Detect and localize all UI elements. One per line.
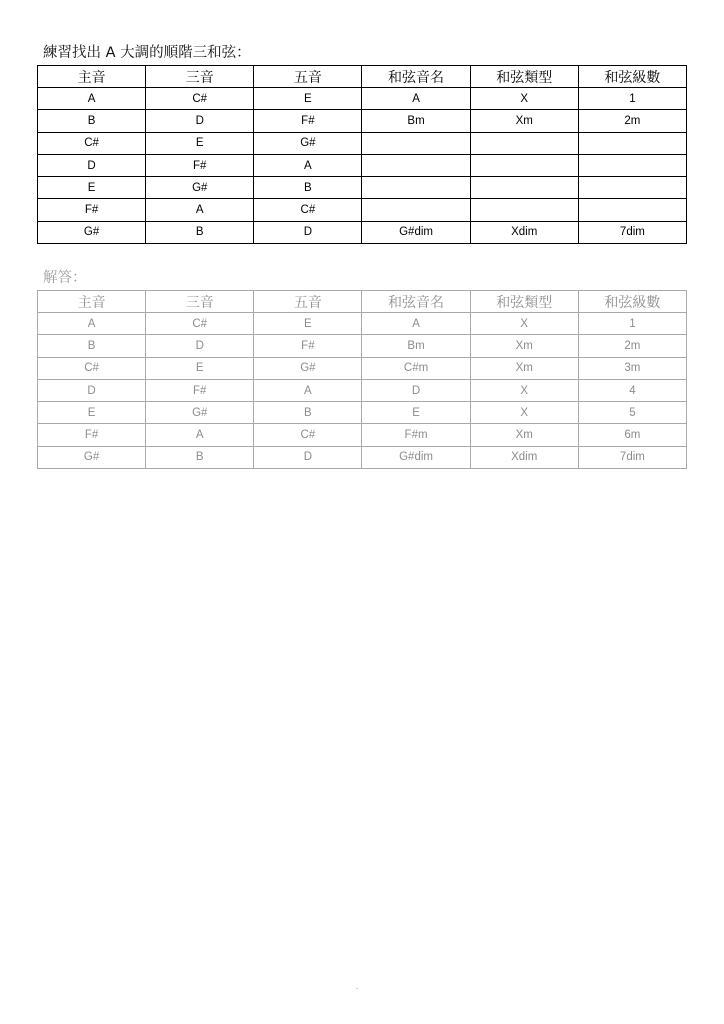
cell-chord-degree: 2m: [578, 335, 686, 357]
header-third: 三音: [146, 291, 254, 313]
header-root: 主音: [38, 291, 146, 313]
cell-chord-degree: [578, 154, 686, 176]
cell-root: B: [38, 110, 146, 132]
cell-chord-degree: 2m: [578, 110, 686, 132]
cell-third: E: [146, 357, 254, 379]
page-footer-mark: .: [356, 982, 359, 991]
cell-chord-type: Xdim: [470, 221, 578, 243]
cell-third: E: [146, 132, 254, 154]
cell-chord-type: Xdim: [470, 446, 578, 468]
table-row: [38, 446, 687, 468]
cell-root: F#: [38, 199, 146, 221]
cell-fifth: F#: [254, 110, 362, 132]
table-row: [38, 357, 687, 379]
cell-fifth: E: [254, 313, 362, 335]
cell-fifth: A: [254, 379, 362, 401]
cell-fifth: A: [254, 154, 362, 176]
table-row: [38, 177, 687, 199]
table-row: [38, 335, 687, 357]
cell-chord-degree: [578, 199, 686, 221]
cell-chord-degree: [578, 132, 686, 154]
cell-root: G#: [38, 221, 146, 243]
cell-chord-type: [470, 177, 578, 199]
cell-chord-degree: 5: [578, 402, 686, 424]
cell-fifth: G#: [254, 357, 362, 379]
cell-root: D: [38, 379, 146, 401]
cell-chord-degree: 1: [578, 88, 686, 110]
table-row: [38, 154, 687, 176]
header-chord-name: 和弦音名: [362, 291, 470, 313]
table-row: [38, 402, 687, 424]
header-chord-type: 和弦類型: [470, 291, 578, 313]
cell-chord-type: [470, 132, 578, 154]
table-header-row: [38, 291, 687, 313]
table-row: [38, 379, 687, 401]
cell-third: F#: [146, 379, 254, 401]
cell-chord-name: A: [362, 88, 470, 110]
cell-root: C#: [38, 132, 146, 154]
cell-chord-name: E: [362, 402, 470, 424]
cell-third: G#: [146, 177, 254, 199]
cell-third: A: [146, 199, 254, 221]
cell-chord-name: G#dim: [362, 221, 470, 243]
header-root: 主音: [38, 66, 146, 88]
cell-chord-degree: 7dim: [578, 221, 686, 243]
cell-third: F#: [146, 154, 254, 176]
cell-chord-type: Xm: [470, 357, 578, 379]
cell-third: B: [146, 221, 254, 243]
cell-chord-type: X: [470, 88, 578, 110]
header-fifth: 五音: [254, 66, 362, 88]
cell-fifth: C#: [254, 199, 362, 221]
cell-chord-name: D: [362, 379, 470, 401]
cell-third: G#: [146, 402, 254, 424]
table-header-row: [38, 66, 687, 88]
cell-fifth: B: [254, 177, 362, 199]
header-chord-degree: 和弦級數: [578, 291, 686, 313]
header-fifth: 五音: [254, 291, 362, 313]
table-row: [38, 88, 687, 110]
cell-chord-name: Bm: [362, 110, 470, 132]
cell-chord-degree: [578, 177, 686, 199]
table-row: [38, 221, 687, 243]
cell-chord-name: A: [362, 313, 470, 335]
header-chord-degree: 和弦級數: [578, 66, 686, 88]
cell-chord-type: Xm: [470, 110, 578, 132]
cell-chord-name: G#dim: [362, 446, 470, 468]
cell-third: D: [146, 335, 254, 357]
cell-fifth: B: [254, 402, 362, 424]
cell-chord-type: X: [470, 313, 578, 335]
header-chord-name: 和弦音名: [362, 66, 470, 88]
answer-title: 解答：: [43, 270, 87, 286]
cell-fifth: G#: [254, 132, 362, 154]
cell-chord-degree: 7dim: [578, 446, 686, 468]
cell-chord-type: X: [470, 379, 578, 401]
cell-fifth: D: [254, 446, 362, 468]
cell-fifth: C#: [254, 424, 362, 446]
cell-chord-name: Bm: [362, 335, 470, 357]
cell-fifth: E: [254, 88, 362, 110]
cell-root: E: [38, 402, 146, 424]
table-row: [38, 424, 687, 446]
cell-chord-name: [362, 132, 470, 154]
answer-table: [37, 290, 687, 469]
cell-chord-degree: 6m: [578, 424, 686, 446]
cell-root: F#: [38, 424, 146, 446]
cell-root: D: [38, 154, 146, 176]
cell-root: C#: [38, 357, 146, 379]
cell-third: D: [146, 110, 254, 132]
cell-chord-degree: 1: [578, 313, 686, 335]
cell-third: B: [146, 446, 254, 468]
cell-chord-name: F#m: [362, 424, 470, 446]
cell-third: A: [146, 424, 254, 446]
cell-chord-type: X: [470, 402, 578, 424]
cell-chord-type: [470, 154, 578, 176]
cell-root: A: [38, 313, 146, 335]
header-chord-type: 和弦類型: [470, 66, 578, 88]
cell-root: B: [38, 335, 146, 357]
table-row: [38, 199, 687, 221]
header-third: 三音: [146, 66, 254, 88]
cell-fifth: F#: [254, 335, 362, 357]
cell-root: A: [38, 88, 146, 110]
cell-chord-type: Xm: [470, 424, 578, 446]
cell-chord-degree: 3m: [578, 357, 686, 379]
cell-root: E: [38, 177, 146, 199]
cell-chord-name: [362, 154, 470, 176]
cell-chord-name: [362, 199, 470, 221]
exercise-table: [37, 65, 687, 244]
cell-chord-degree: 4: [578, 379, 686, 401]
cell-chord-name: [362, 177, 470, 199]
cell-third: C#: [146, 88, 254, 110]
table-row: [38, 132, 687, 154]
exercise-title: 練習找出 A 大調的順階三和弦：: [43, 45, 251, 61]
cell-chord-type: [470, 199, 578, 221]
cell-root: G#: [38, 446, 146, 468]
cell-fifth: D: [254, 221, 362, 243]
cell-third: C#: [146, 313, 254, 335]
table-row: [38, 110, 687, 132]
cell-chord-name: C#m: [362, 357, 470, 379]
cell-chord-type: Xm: [470, 335, 578, 357]
table-row: [38, 313, 687, 335]
